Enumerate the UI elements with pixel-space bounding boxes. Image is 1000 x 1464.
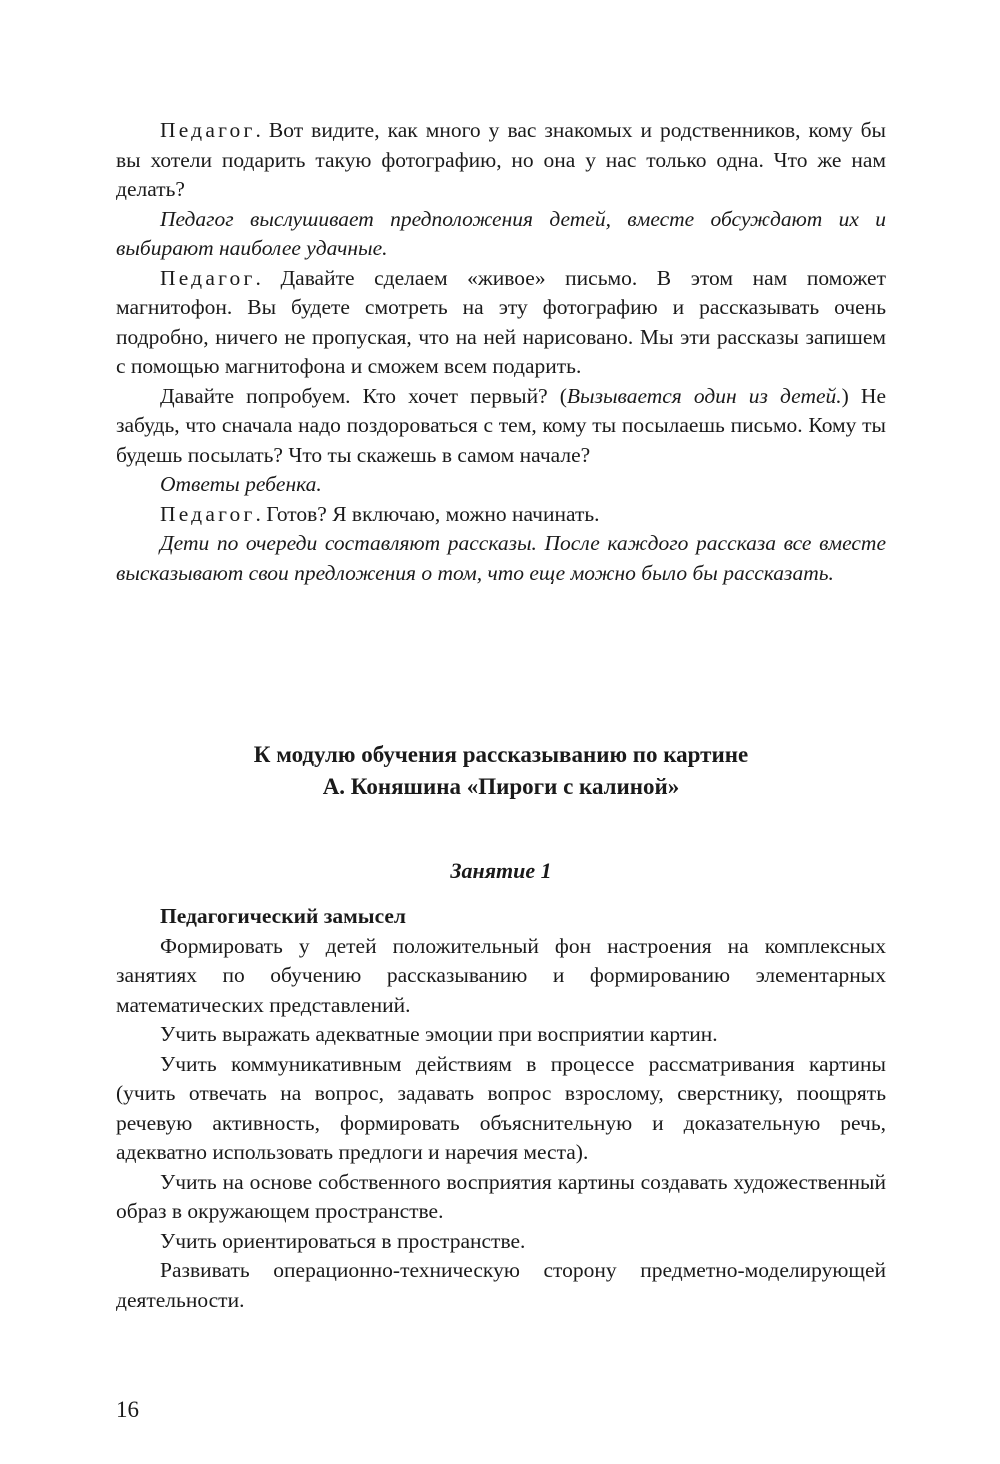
goal-paragraph: Формировать у детей положительный фон настроения на комплексных занятиях по обучению рассказыванию и формированию элементарных математических представлений.: [116, 933, 886, 1017]
speaker-text: . Давайте сделаем «живое» письмо. В этом нам поможет магнитофон. Вы будете смотреть на эту фотографию и рассказывать очень подробно, ничего не пропуская, что на ней нарисовано. Мы эти рассказы запишем с помощью магнитофона и сможем всем подарить.: [116, 265, 886, 378]
dialogue-paragraph: [116, 116, 886, 205]
dialogue-block: [116, 116, 886, 588]
stage-direction: Педагог выслушивает предположения детей, вместе обсуждают их и выбирают наиболее удачные.: [116, 206, 886, 260]
goals-block: [116, 902, 886, 1315]
stage-direction: Ответы ребенка.: [160, 472, 322, 496]
goal-paragraph: Развивать операционно-техническую сторону предметно-моделирующей деятельности.: [116, 1258, 886, 1312]
speaker-name: Педагог: [160, 501, 256, 526]
goal-paragraph: Учить выражать адекватные эмоции при восприятии картин.: [160, 1022, 718, 1046]
speaker-name: Педагог: [160, 118, 256, 142]
dialogue-paragraph: [116, 382, 886, 471]
page-number: 16: [116, 1397, 139, 1422]
goal-paragraph: Учить коммуникативным действиям в процессе рассматривания картины (учить отвечать на вопрос, задавать вопрос взрослому, сверстнику, поощрять речевую активность, формировать объяснительную и доказательную речь, адекватно использовать предлоги и наречия места).: [116, 1051, 886, 1164]
paragraph-text: Давайте попробуем. Кто хочет первый? (: [160, 383, 567, 408]
dialogue-paragraph: [116, 264, 886, 382]
paragraph-text: ) Не забудь, что сначала надо поздороваться с тем, кому ты посылаешь письмо. Кому ты будешь посылать? Что ты скажешь в самом начале?: [116, 383, 886, 467]
stage-direction-inline: Вызывается один из детей.: [566, 383, 842, 408]
goal-paragraph: Учить на основе собственного восприятия картины создавать художественный образ в окружающем пространстве.: [116, 1169, 886, 1223]
speaker-name: Педагог: [160, 265, 256, 290]
goal-paragraph: Учить ориентироваться в пространстве.: [160, 1228, 526, 1253]
subheading: Педагогический замысел: [160, 904, 406, 928]
lesson-title: Занятие 1: [450, 858, 552, 883]
section-title-line-2: А. Коняшина «Пироги с калиной»: [322, 774, 680, 799]
dialogue-paragraph: [116, 500, 886, 530]
stage-direction: Дети по очереди составляют рассказы. После каждого рассказа все вместе высказывают свои предложения о том, что еще можно было бы рассказать.: [116, 531, 886, 585]
speaker-text: . Готов? Я включаю, можно начинать.: [255, 501, 600, 526]
section-title-line-1: К модулю обучения рассказыванию по картине: [253, 742, 749, 767]
speaker-text: . Вот видите, как много у вас знакомых и родственников, кому бы вы хотели подарить такую фотографию, но она у нас только одна. Что же нам делать?: [116, 118, 886, 201]
